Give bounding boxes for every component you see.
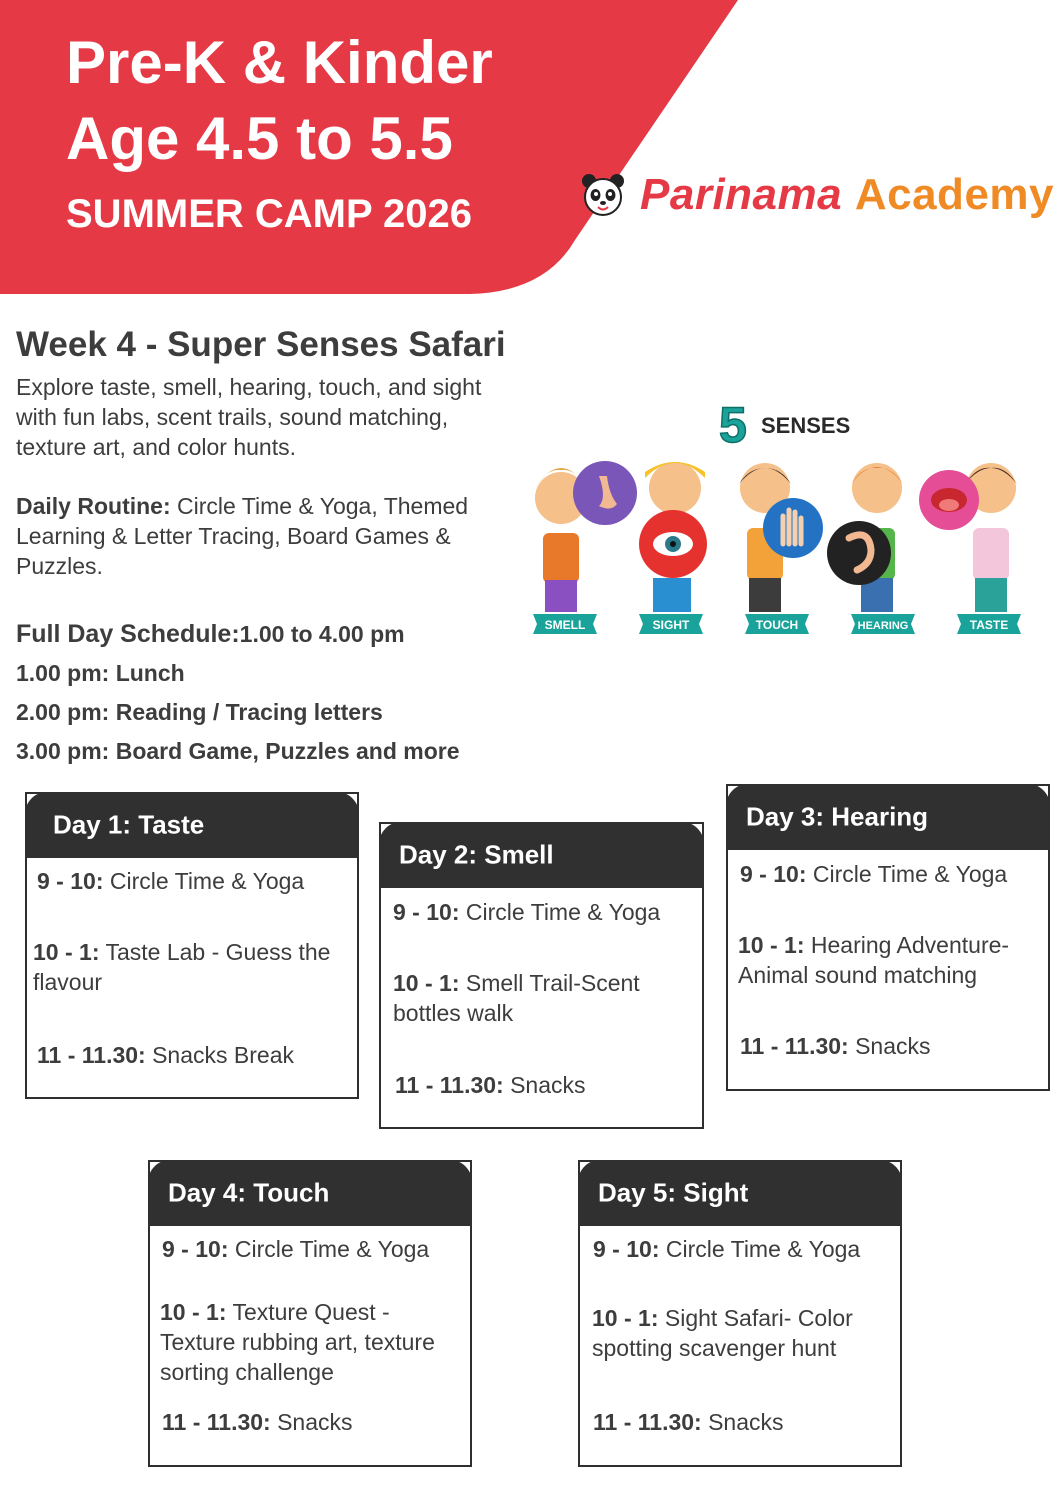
slot-time: 11 - 11.30:: [395, 1072, 504, 1098]
title-age-range: Age 4.5 to 5.5: [66, 105, 453, 172]
day-card-5: [578, 1160, 902, 1467]
slot-time: 11 - 11.30:: [740, 1033, 849, 1059]
sense-label-taste: [957, 614, 1021, 634]
day-card-header: [726, 784, 1050, 850]
sense-label-text: SIGHT: [652, 618, 690, 632]
day-card-header: [25, 792, 359, 858]
time-slot: [393, 968, 694, 1028]
day-card-header: [379, 822, 704, 888]
title-camp: SUMMER CAMP 2026: [66, 192, 473, 236]
kid-hearing-figure: [827, 463, 903, 612]
schedule-hours: 1.00 to 4.00 pm: [239, 621, 405, 647]
time-slot: [740, 859, 1040, 889]
slot-activity: Circle Time & Yoga: [103, 868, 305, 894]
schedule-header: [16, 620, 405, 649]
time-slot: [738, 930, 1046, 990]
slot-time: 11 - 11.30:: [37, 1042, 146, 1068]
kid-sight-figure: [639, 462, 707, 612]
time-slot: [593, 1407, 892, 1437]
day-title: Day 5: Sight: [598, 1177, 749, 1208]
slot-time: 9 - 10:: [740, 861, 807, 887]
time-slot: [160, 1297, 450, 1387]
time-slot: [740, 1031, 1040, 1061]
sense-label-text: TASTE: [969, 618, 1009, 632]
time-slot: [37, 866, 349, 896]
slot-activity: Hearing Adventure- Animal sound matching: [738, 932, 1010, 988]
day-card-2: [379, 822, 704, 1129]
sense-label-touch: [745, 614, 809, 634]
sense-label-sight: [639, 614, 703, 634]
sense-label-smell: [533, 614, 597, 634]
daily-routine-label: Daily Routine:: [16, 493, 171, 519]
daily-routine-text: Circle Time & Yoga, Themed Learning & Letter Tracing, Board Games & Puzzles.: [16, 493, 469, 579]
time-slot: [395, 1070, 694, 1100]
time-slot: [592, 1303, 892, 1363]
slot-time: 9 - 10:: [162, 1236, 229, 1262]
daily-routine: [16, 491, 486, 581]
kid-smell-figure: [535, 461, 637, 612]
slot-time: 11 - 11.30:: [593, 1409, 702, 1435]
slot-activity: Smell Trail-Scent bottles walk: [393, 970, 640, 1026]
senses-heading: [719, 397, 850, 453]
slot-activity: Snacks: [503, 1072, 586, 1098]
schedule-item: 1.00 pm: Lunch: [16, 660, 185, 686]
sense-label-text: HEARING: [857, 620, 909, 632]
brand-logo: [580, 170, 1054, 220]
slot-activity: Snacks Break: [145, 1042, 294, 1068]
slot-activity: Snacks: [270, 1409, 353, 1435]
sense-label-hearing: [851, 614, 915, 634]
kid-taste-figure: [919, 463, 1017, 612]
slot-activity: Taste Lab - Guess the flavour: [33, 939, 331, 995]
time-slot: [393, 897, 694, 927]
slot-time: 9 - 10:: [393, 899, 460, 925]
sense-label-text: TOUCH: [755, 618, 799, 632]
panda-icon: [580, 172, 626, 218]
week-description: Explore taste, smell, hearing, touch, and sight with fun labs, scent trails, sound matching, texture art, and color hunts.: [16, 374, 482, 460]
slot-activity: Circle Time & Yoga: [806, 861, 1008, 887]
slot-time: 10 - 1:: [393, 970, 460, 996]
slot-activity: Texture Quest - Texture rubbing art, texture sorting challenge: [160, 1299, 435, 1385]
slot-activity: Snacks: [701, 1409, 784, 1435]
schedule-label: Full Day Schedule:: [16, 620, 240, 648]
slot-time: 10 - 1:: [592, 1305, 659, 1331]
day-title: Day 4: Touch: [168, 1177, 330, 1208]
slot-activity: Circle Time & Yoga: [659, 1236, 861, 1262]
time-slot: [37, 1040, 349, 1070]
day-card-4: [148, 1160, 472, 1467]
slot-activity: Circle Time & Yoga: [228, 1236, 430, 1262]
slot-time: 10 - 1:: [160, 1299, 227, 1325]
sense-label-text: SMELL: [544, 618, 586, 632]
slot-activity: Snacks: [848, 1033, 931, 1059]
day-title: Day 2: Smell: [399, 839, 554, 870]
slot-time: 11 - 11.30:: [162, 1409, 271, 1435]
day-title: Day 1: Taste: [53, 809, 205, 840]
slot-time: 10 - 1:: [33, 939, 100, 965]
time-slot: [593, 1234, 892, 1264]
schedule-item: 3.00 pm: Board Game, Puzzles and more: [16, 738, 460, 764]
day-card-header: [578, 1160, 902, 1226]
time-slot: [162, 1234, 462, 1264]
day-card-header: [148, 1160, 472, 1226]
day-card-3: [726, 784, 1050, 1091]
week-title: Week 4 - Super Senses Safari: [16, 325, 506, 364]
slot-time: 9 - 10:: [593, 1236, 660, 1262]
senses-word: SENSES: [761, 413, 851, 438]
schedule-item: 2.00 pm: Reading / Tracing letters: [16, 699, 383, 725]
time-slot: [33, 937, 349, 997]
slot-time: 10 - 1:: [738, 932, 805, 958]
brand-word-parinama: Parinama: [640, 170, 843, 219]
time-slot: [162, 1407, 462, 1437]
slot-activity: Sight Safari- Color spotting scavenger hunt: [592, 1305, 853, 1361]
brand-word-academy: Academy: [854, 170, 1055, 219]
five-senses-illustration: [525, 388, 1045, 648]
slot-activity: Circle Time & Yoga: [459, 899, 661, 925]
brand-name: [640, 170, 1054, 220]
senses-number: 5: [719, 397, 747, 453]
slot-time: 9 - 10:: [37, 868, 104, 894]
day-title: Day 3: Hearing: [746, 801, 929, 832]
kid-touch-figure: [739, 463, 823, 612]
title-program: Pre-K & Kinder: [66, 29, 493, 96]
day-card-1: [25, 792, 359, 1099]
